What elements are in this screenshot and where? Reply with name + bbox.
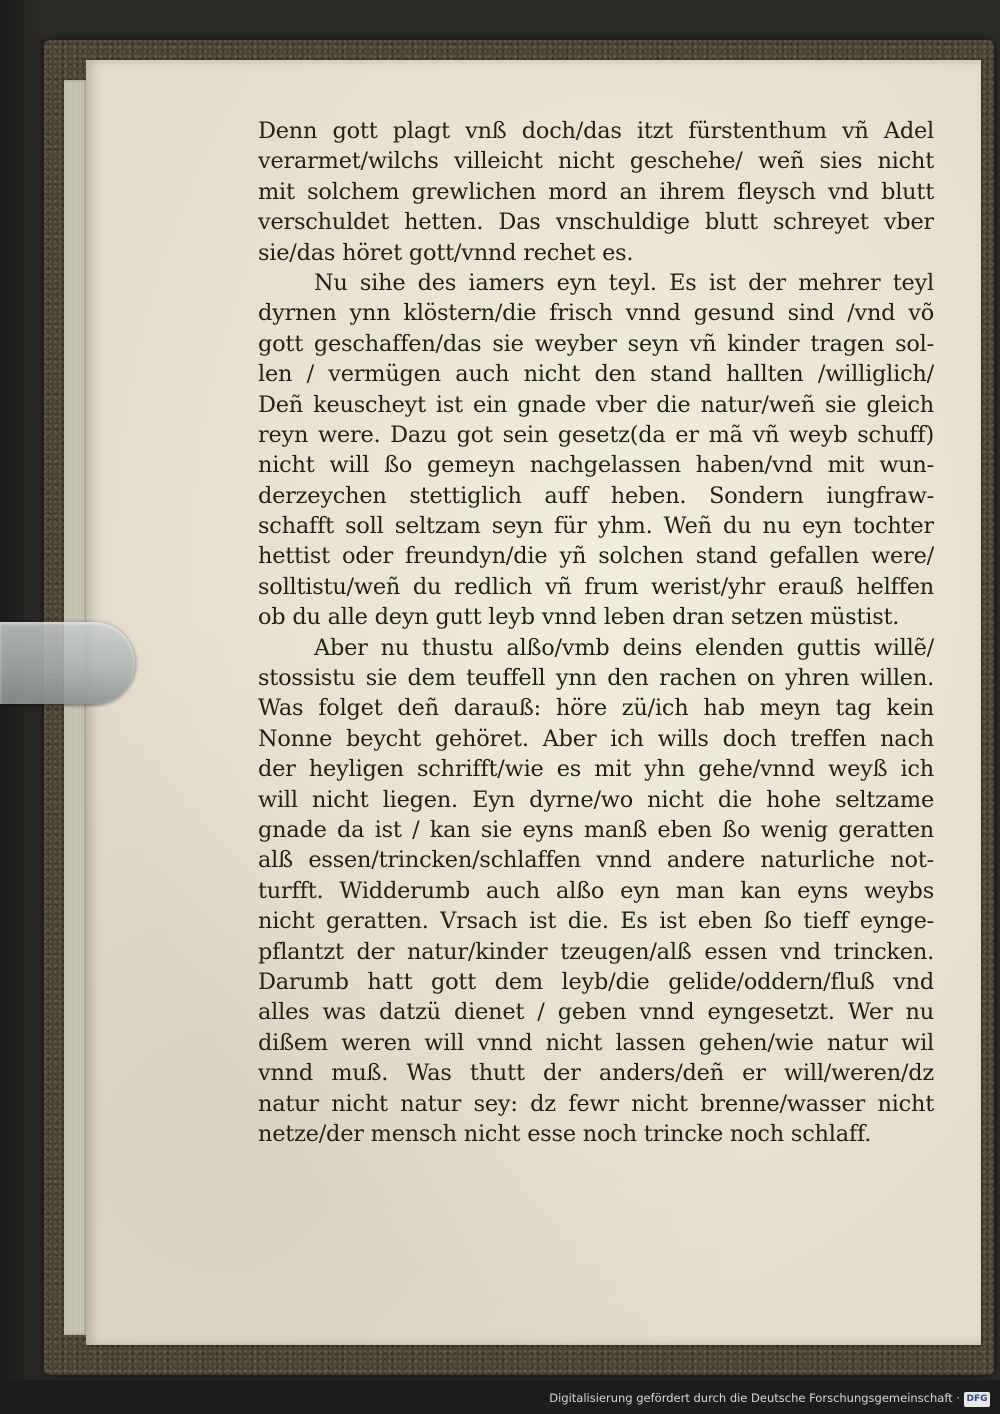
- text-line: netze/der mensch nicht esse noch trincke noch schlaff.: [258, 1120, 872, 1147]
- text-line: len / vermügen auch nicht den stand hallten /williglich/: [258, 361, 934, 388]
- text-line: hettist oder freundyn/die yñ solchen stand gefallen were/: [258, 543, 934, 570]
- text-line: turfft. Widderumb auch alßo eyn man kan eyns weybs: [258, 877, 934, 904]
- text-line: alles was datzü dienet / geben vnnd eyngesetzt. Wer nu: [258, 999, 934, 1026]
- text-line: der heyligen schrifft/wie es mit yhn gehe/vnnd weyß ich: [258, 756, 934, 783]
- text-line: pflantzt der natur/kinder tzeugen/alß essen vnd trincken.: [258, 938, 934, 965]
- text-line: Deñ keuscheyt ist ein gnade vber die natur/weñ sie gleich: [258, 391, 934, 418]
- text-line: natur nicht natur sey: dz fewr nicht brenne/wasser nicht: [258, 1090, 934, 1117]
- page-text-block: [258, 116, 934, 1149]
- text-line: ob du alle deyn gutt leyb vnnd leben dran setzen müstist.: [258, 604, 900, 631]
- text-line: vnnd muß. Was thutt der anders/deñ er will/weren/dz: [258, 1060, 934, 1087]
- text-line: verarmet/wilchs villeicht nicht geschehe/ weñ sies nicht: [258, 148, 934, 175]
- text-line: alß essen/trincken/schlaffen vnnd andere naturliche not-: [258, 847, 934, 874]
- text-line: Nonne beycht gehöret. Aber ich wills doch treffen nach: [258, 725, 934, 752]
- page-edges: [64, 80, 88, 1335]
- dfg-logo: DFG: [964, 1392, 990, 1407]
- background-left: [0, 0, 45, 1414]
- text-line: sie/das höret gott/vnnd rechet es.: [258, 239, 634, 266]
- text-line: dißem weren will vnnd nicht lassen gehen/wie natur wil: [258, 1029, 934, 1056]
- footer-bar: [0, 1380, 1000, 1414]
- text-line: Aber nu thustu alßo/vmb deins elenden guttis willẽ/: [314, 634, 934, 661]
- text-line: verschuldet hetten. Das vnschuldige blutt schreyet vber: [258, 209, 934, 236]
- text-line: Nu sihe des iamers eyn teyl. Es ist der mehrer teyl: [314, 269, 934, 296]
- text-line: Was folget deñ darauß: höre zü/ich hab meyn tag kein: [258, 695, 934, 722]
- text-line: schafft soll seltzam seyn für yhm. Weñ du nu eyn tochter: [258, 513, 934, 540]
- text-line: nicht will ßo gemeyn nachgelassen haben/vnd mit wun-: [258, 452, 934, 479]
- text-line: solltistu/weñ du redlich vñ frum werist/yhr erauß helffen: [258, 573, 934, 600]
- text-line: mit solchem grewlichen mord an ihrem fleysch vnd blutt: [258, 178, 934, 205]
- text-line: Denn gott plagt vnß doch/das itzt fürstenthum vñ Adel: [258, 118, 934, 144]
- glass-bookmark-clip: [0, 622, 135, 704]
- text-line: nicht geratten. Vrsach ist die. Es ist eben ßo tieff eynge-: [258, 908, 934, 935]
- text-line: reyn were. Dazu got sein gesetz(da er mã vñ weyb schuff): [258, 421, 934, 448]
- text-line: will nicht liegen. Eyn dyrne/wo nicht die hohe seltzame: [258, 786, 934, 813]
- text-line: derzeychen stettiglich auff heben. Sondern iungfraw-: [258, 482, 934, 509]
- text-line: gnade da ist / kan sie eyns manß eben ßo wenig geratten: [258, 816, 934, 843]
- text-line: dyrnen ynn klöstern/die frisch vnnd gesund sind /vnd võ: [258, 300, 934, 327]
- text-line: gott geschaffen/das sie weyber seyn vñ kinder tragen sol-: [258, 330, 934, 357]
- digitization-credit: Digitalisierung gefördert durch die Deutsche Forschungsgemeinschaft ·: [549, 1391, 960, 1405]
- text-line: stossistu sie dem teuffell ynn den rachen on yhren willen.: [258, 665, 934, 692]
- text-line: Darumb hatt gott dem leyb/die gelide/oddern/fluß vnd: [258, 968, 934, 995]
